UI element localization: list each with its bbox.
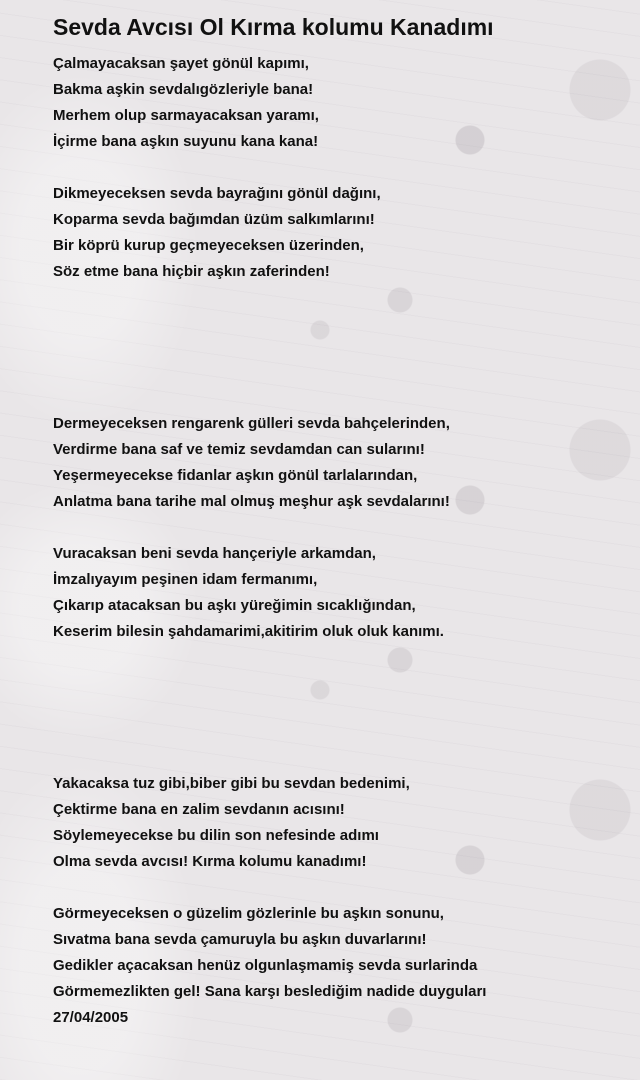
stanza-4	[53, 541, 444, 645]
poem-line: Merhem olup sarmayacaksan yaramı,	[53, 107, 319, 124]
poem-line: Gedikler açacaksan henüz olgunlaşmamiş sevda surlarinda	[53, 957, 478, 974]
stanza-3	[53, 411, 450, 515]
poem-date: 27/04/2005	[53, 1009, 129, 1026]
stanza-2	[53, 181, 381, 285]
poem-line: Bir köprü kurup geçmeyeceksen üzerinden,	[53, 237, 364, 254]
poem-line: Sıvatma bana sevda çamuruyla bu aşkın duvarlarını!	[53, 931, 427, 948]
poem-line: Söylemeyecekse bu dilin son nefesinde adımı	[53, 827, 379, 844]
poem-line: Bakma aşkin sevdalıgözleriyle bana!	[53, 81, 314, 98]
poem-line: Olma sevda avcısı! Kırma kolumu kanadımı!	[53, 853, 367, 870]
poem-line: Söz etme bana hiçbir aşkın zaferinden!	[53, 263, 330, 280]
poem-line: Çıkarıp atacaksan bu aşkı yüreğimin sıcaklığından,	[53, 597, 416, 614]
poem-line: Verdirme bana saf ve temiz sevdamdan can sularını!	[53, 441, 425, 458]
poem-line: Çektirme bana en zalim sevdanın acısını!	[53, 801, 345, 818]
stanza-5	[53, 771, 410, 875]
poem-line: Koparma sevda bağımdan üzüm salkımlarını!	[53, 211, 375, 228]
poem-line: İçirme bana aşkın suyunu kana kana!	[53, 133, 319, 150]
poem-line: Yakacaksa tuz gibi,biber gibi bu sevdan bedenimi,	[53, 775, 410, 792]
poem-line: Keserim bilesin şahdamarimi,akitirim oluk oluk kanımı.	[53, 623, 444, 640]
stanza-1	[53, 51, 319, 155]
poem-line: Görmemezlikten gel! Sana karşı beslediğim nadide duyguları	[53, 983, 487, 1000]
poem-line: Görmeyeceksen o güzelim gözlerinle bu aşkın sonunu,	[53, 905, 444, 922]
poem-line: Yeşermeyecekse fidanlar aşkın gönül tarlalarından,	[53, 467, 418, 484]
poem-line: Dikmeyeceksen sevda bayrağını gönül dağını,	[53, 185, 381, 202]
poem-line: Dermeyeceksen rengarenk gülleri sevda bahçelerinden,	[53, 415, 450, 432]
poem-title: Sevda Avcısı Ol Kırma kolumu Kanadımı	[53, 14, 494, 40]
poem-line: Çalmayacaksan şayet gönül kapımı,	[53, 55, 309, 72]
poem-line: Anlatma bana tarihe mal olmuş meşhur aşk sevdalarını!	[53, 493, 450, 510]
stanza-6	[53, 901, 486, 1031]
poem-line: İmzalıyayım peşinen idam fermanımı,	[53, 571, 318, 588]
poem-line: Vuracaksan beni sevda hançeriyle arkamdan,	[53, 545, 376, 562]
